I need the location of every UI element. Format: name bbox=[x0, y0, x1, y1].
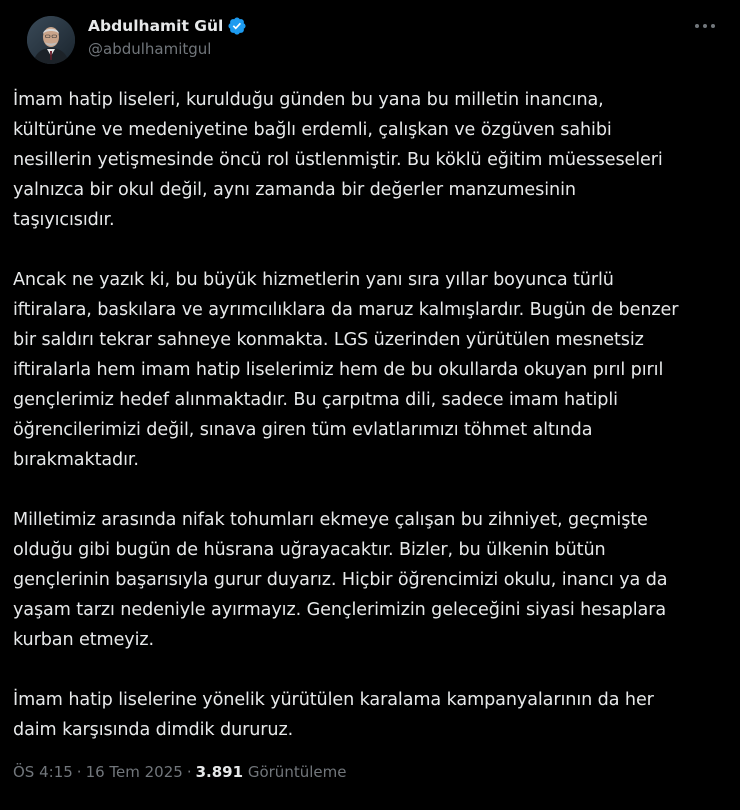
tweet-text-line: taşıyıcısıdır. bbox=[13, 210, 115, 230]
tweet-text-line: kurban etmeyiz. bbox=[13, 630, 155, 650]
tweet-text-line: bırakmaktadır. bbox=[13, 450, 139, 470]
author-handle[interactable]: @abdulhamitgul bbox=[88, 40, 212, 58]
tweet-text bbox=[13, 85, 725, 775]
tweet-paragraph bbox=[13, 265, 725, 475]
tweet-paragraph bbox=[13, 505, 725, 655]
tweet-time[interactable]: ÖS 4:15 bbox=[13, 763, 73, 781]
tweet-text-line: gençlerimiz hedef alınmaktadır. Bu çarpıtma dili, sadece imam hatipli bbox=[13, 390, 618, 410]
tweet-text-line: Milletimiz arasında nifak tohumları ekmeye çalışan bu zihniyet, geçmişte bbox=[13, 510, 648, 530]
tweet-text-line: Ancak ne yazık ki, bu büyük hizmetlerin yanı sıra yıllar boyunca türlü bbox=[13, 270, 614, 290]
tweet-paragraph bbox=[13, 85, 725, 235]
verified-badge-icon bbox=[227, 16, 247, 36]
display-name-row bbox=[88, 15, 247, 37]
tweet-text-line: nesillerin yetişmesinde öncü rol üstlenmiştir. Bu köklü eğitim müesseseleri bbox=[13, 150, 663, 170]
tweet-text-line: daim karşısında dimdik dururuz. bbox=[13, 720, 294, 740]
tweet-header bbox=[14, 0, 726, 80]
tweet-paragraph bbox=[13, 685, 725, 745]
tweet-meta bbox=[13, 763, 346, 781]
avatar-image bbox=[27, 16, 75, 64]
more-options-icon[interactable] bbox=[688, 14, 722, 38]
tweet-text-line: yaşam tarzı nedeniyle ayırmayız. Gençlerimizin geleceğini siyasi hesaplara bbox=[13, 600, 667, 620]
tweet-text-line: İmam hatip liseleri, kurulduğu günden bu yana bu milletin inancına, bbox=[13, 90, 604, 110]
tweet-text-line: iftiralarla hem imam hatip liselerimiz hem de bu okullarda okuyan pırıl pırıl bbox=[13, 360, 664, 380]
tweet-date[interactable]: 16 Tem 2025 bbox=[85, 763, 183, 781]
tweet-text-line: gençlerinin başarısıyla gurur duyarız. Hiçbir öğrencimizi okulu, inancı ya da bbox=[13, 570, 668, 590]
meta-separator: · bbox=[186, 763, 192, 781]
meta-separator: · bbox=[76, 763, 82, 781]
tweet-text-line: kültürüne ve medeniyetine bağlı erdemli, çalışkan ve özgüven sahibi bbox=[13, 120, 612, 140]
tweet-text-line: bir saldırı tekrar sahneye konmakta. LGS üzerinden yürütülen mesnetsiz bbox=[13, 330, 644, 350]
views-label: Görüntüleme bbox=[247, 763, 347, 781]
tweet-text-line: iftiralara, baskılara ve ayrımcılıklara da maruz kalmışlardır. Bugün de benzer bbox=[13, 300, 679, 320]
views-count: 3.891 bbox=[195, 763, 244, 781]
tweet-text-line: yalnızca bir okul değil, aynı zamanda bir değerler manzumesinin bbox=[13, 180, 576, 200]
tweet-text-line: İmam hatip liselerine yönelik yürütülen karalama kampanyalarının da her bbox=[13, 690, 654, 710]
avatar[interactable] bbox=[27, 16, 75, 64]
tweet-text-line: olduğu gibi bugün de hüsrana uğrayacaktır. Bizler, bu ülkenin bütün bbox=[13, 540, 606, 560]
display-name[interactable]: Abdulhamit Gül bbox=[88, 17, 224, 35]
tweet-text-line: öğrencilerimizi değil, sınava giren tüm evlatlarımızı töhmet altında bbox=[13, 420, 593, 440]
author-names bbox=[88, 15, 247, 58]
